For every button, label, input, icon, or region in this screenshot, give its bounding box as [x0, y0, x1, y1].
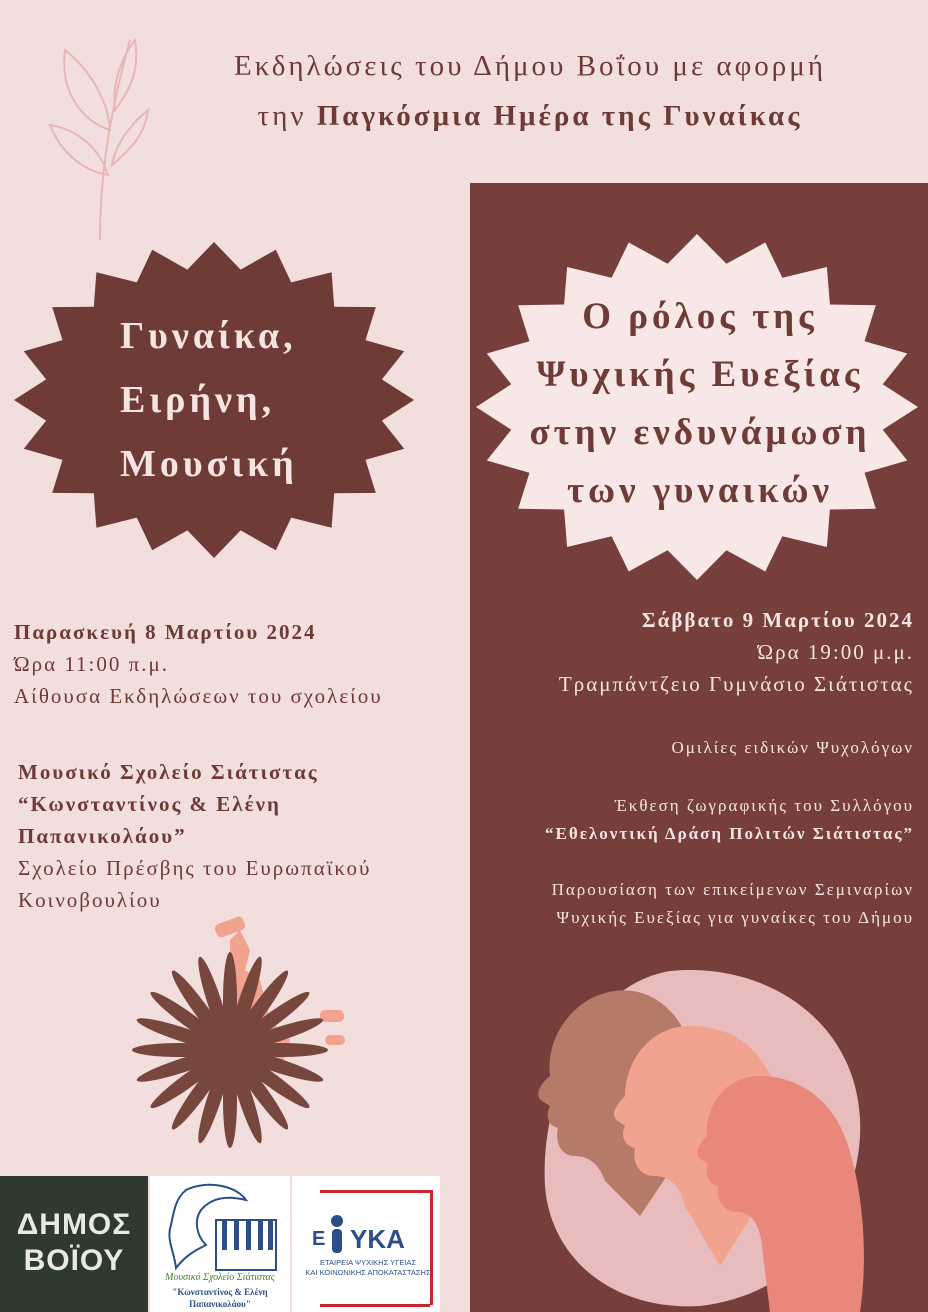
- caption-line: Παπανικολάου": [189, 1299, 251, 1309]
- event1-title-line: Γυναίκα,: [120, 315, 297, 357]
- epsyka-subtitle-line: ΚΑΙ ΚΟΙΝΩΝΙΚΗΣ ΑΠΟΚΑΤΑΣΤΑΣΗΣ: [305, 1268, 431, 1277]
- epsyka-e: Ε: [312, 1228, 326, 1250]
- header-title-line1: Εκδηλώσεις του Δήμου Βοΐου με αφορμή: [234, 50, 826, 82]
- music-school-caption: [150, 1286, 290, 1310]
- event2-title-line: Ο ρόλος της: [582, 296, 818, 337]
- event2-title-line: στην ενδυνάμωση: [529, 412, 871, 453]
- epsyka-subtitle: [300, 1258, 436, 1278]
- event2-seminar: [552, 876, 914, 932]
- header-title-prefix: την: [257, 100, 317, 132]
- event2-details: [559, 604, 914, 700]
- event1-title-line: Μουσική: [120, 443, 298, 485]
- dimos-voiou-logo: [0, 1176, 148, 1312]
- event1-title: [90, 304, 380, 496]
- seminar-line: Ψυχικής Ευεξίας για γυναίκες του Δήμου: [556, 908, 914, 927]
- caption-line: "Κωνσταντίνος & Ελένη: [172, 1287, 268, 1297]
- music-school-emblem-icon: [156, 1180, 284, 1276]
- event2-time: Ώρα 19:00 μ.μ.: [757, 640, 914, 664]
- ambassador-line: Σχολείο Πρέσβης του Ευρωπαϊκού: [18, 856, 372, 880]
- moon-leaf-icon: [20, 10, 150, 240]
- ambassador-line: Κοινοβουλίου: [18, 888, 162, 912]
- event2-title-line: Ψυχικής Ευεξίας: [536, 354, 864, 395]
- exhibit-line: Έκθεση ζωγραφικής του Συλλόγου: [614, 796, 914, 815]
- event1-date: Παρασκευή 8 Μαρτίου 2024: [14, 620, 317, 644]
- header-title-line2: [140, 100, 920, 133]
- event2-talks: Ομιλίες ειδικών Ψυχολόγων: [671, 738, 914, 757]
- event2-title: [500, 288, 900, 520]
- event2-exhibit: [545, 792, 914, 848]
- flower-icon: [120, 910, 360, 1150]
- epsyka-frame-bottom: [320, 1304, 430, 1307]
- event1-title-line: Ειρήνη,: [120, 379, 276, 421]
- exhibit-line: “Εθελοντική Δράση Πολιτών Σιάτιστας”: [544, 824, 914, 843]
- seminar-line: Παρουσίαση των επικείμενων Σεμιναρίων: [551, 880, 914, 899]
- school-line: Παπανικολάου”: [18, 824, 187, 848]
- event2-title-line: των γυναικών: [566, 470, 834, 511]
- header-title-bold: Παγκόσμια Ημέρα της Γυναίκας: [316, 100, 803, 132]
- event2-venue: Τραμπάντζειο Γυμνάσιο Σιάτιστας: [558, 672, 914, 696]
- event1-time: Ώρα 11:00 π.μ.: [14, 652, 170, 676]
- event2-date: Σάββατο 9 Μαρτίου 2024: [641, 608, 914, 632]
- epsyka-subtitle-line: ΕΤΑΙΡΕΙΑ ΨΥΧΙΚΗΣ ΥΓΕΙΑΣ: [319, 1258, 417, 1267]
- music-school-logo: [150, 1176, 290, 1312]
- epsyka-logo: [292, 1176, 440, 1312]
- women-silhouettes-icon: [520, 966, 880, 1312]
- dimos-line2: ΒΟΪΟΥ: [23, 1244, 125, 1277]
- event1-school: [18, 756, 371, 916]
- school-line: Μουσικό Σχολείο Σιάτιστας: [18, 760, 319, 784]
- person-icon: [326, 1214, 348, 1254]
- dimos-line1: ΔΗΜΟΣ: [16, 1208, 132, 1241]
- epsyka-name: ΥΚΑ: [350, 1224, 405, 1254]
- school-line: “Κωνσταντίνος & Ελένη: [18, 792, 281, 816]
- event1-details: [14, 616, 383, 712]
- event1-venue: Αίθουσα Εκδηλώσεων του σχολείου: [14, 684, 383, 708]
- music-school-script: Μουσικό Σχολείο Σιάτιστας: [165, 1272, 275, 1283]
